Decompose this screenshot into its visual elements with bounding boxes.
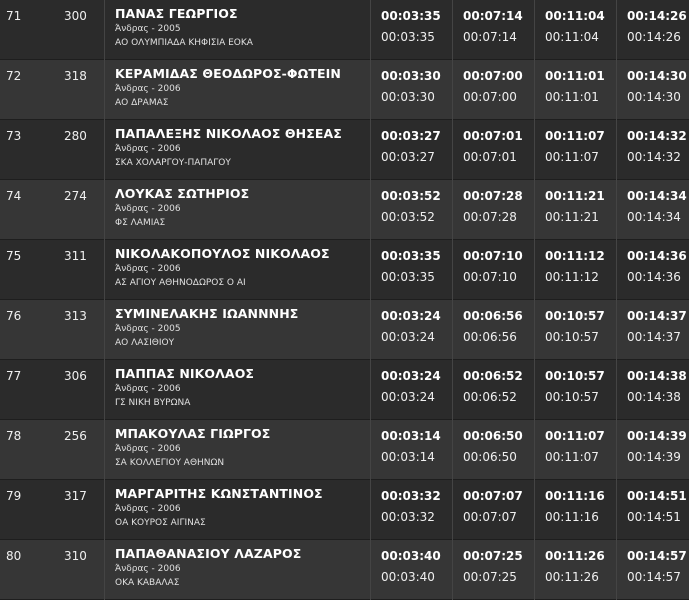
split-time: 00:06:50	[463, 429, 523, 443]
split-cell	[452, 60, 534, 120]
split-time: 00:10:57	[545, 369, 605, 383]
split-cell	[370, 480, 452, 540]
rank: 73	[6, 129, 22, 143]
split-time-secondary: 00:03:32	[381, 510, 435, 524]
split-time-secondary: 00:07:07	[463, 510, 517, 524]
split-cell	[370, 60, 452, 120]
athlete-cell	[104, 540, 370, 600]
split-time-secondary: 00:07:00	[463, 90, 517, 104]
rank: 77	[6, 369, 22, 383]
athlete-cell	[104, 180, 370, 240]
split-cell	[534, 0, 616, 60]
split-time-secondary: 00:14:30	[627, 90, 681, 104]
split-cell	[452, 240, 534, 300]
split-time: 00:14:51	[627, 489, 687, 503]
split-time: 00:14:26	[627, 9, 687, 23]
split-time-secondary: 00:07:28	[463, 210, 517, 224]
split-time: 00:11:26	[545, 549, 605, 563]
athlete-category: Άνδρας - 2005	[115, 24, 181, 34]
split-time-secondary: 00:11:21	[545, 210, 599, 224]
split-time: 00:14:39	[627, 429, 687, 443]
split-time-secondary: 00:07:25	[463, 570, 517, 584]
split-cell	[370, 240, 452, 300]
split-time-secondary: 00:11:04	[545, 30, 599, 44]
split-time: 00:14:36	[627, 249, 687, 263]
bib-cell	[58, 480, 104, 540]
athlete-cell	[104, 300, 370, 360]
bib-number: 256	[64, 429, 87, 443]
split-cell	[534, 540, 616, 600]
athlete-category: Άνδρας - 2006	[115, 84, 181, 94]
split-time: 00:03:24	[381, 369, 441, 383]
split-time: 00:07:25	[463, 549, 523, 563]
athlete-club: ΦΣ ΛΑΜΙΑΣ	[115, 218, 166, 228]
athlete-category: Άνδρας - 2006	[115, 384, 181, 394]
split-time-secondary: 00:14:51	[627, 510, 681, 524]
split-time-secondary: 00:06:56	[463, 330, 517, 344]
split-time: 00:11:07	[545, 129, 605, 143]
bib-number: 313	[64, 309, 87, 323]
rank-cell	[0, 0, 58, 60]
split-time-secondary: 00:14:57	[627, 570, 681, 584]
split-time-secondary: 00:03:14	[381, 450, 435, 464]
bib-cell	[58, 240, 104, 300]
split-time: 00:11:04	[545, 9, 605, 23]
rank: 78	[6, 429, 22, 443]
split-time: 00:14:57	[627, 549, 687, 563]
split-time-secondary: 00:11:12	[545, 270, 599, 284]
rank: 72	[6, 69, 22, 83]
bib-cell	[58, 0, 104, 60]
split-time: 00:06:52	[463, 369, 523, 383]
split-time-secondary: 00:14:38	[627, 390, 681, 404]
athlete-cell	[104, 420, 370, 480]
athlete-name: ΠΑΠΑΛΕΞΗΣ ΝΙΚΟΛΑΟΣ ΘΗΣΕΑΣ	[115, 126, 342, 141]
split-time-secondary: 00:14:36	[627, 270, 681, 284]
split-cell	[452, 360, 534, 420]
athlete-category: Άνδρας - 2006	[115, 144, 181, 154]
split-time: 00:14:38	[627, 369, 687, 383]
rank-cell	[0, 540, 58, 600]
athlete-cell	[104, 0, 370, 60]
split-cell	[534, 480, 616, 540]
split-time-secondary: 00:03:40	[381, 570, 435, 584]
split-time-secondary: 00:10:57	[545, 330, 599, 344]
split-cell	[452, 300, 534, 360]
bib-number: 318	[64, 69, 87, 83]
split-time-secondary: 00:11:07	[545, 150, 599, 164]
split-time: 00:03:32	[381, 489, 441, 503]
split-time-secondary: 00:11:16	[545, 510, 599, 524]
rank: 79	[6, 489, 22, 503]
rank-cell	[0, 480, 58, 540]
athlete-club: ΣΑ ΚΟΛΛΕΓΙΟΥ ΑΘΗΝΩΝ	[115, 458, 225, 468]
rank: 71	[6, 9, 22, 23]
athlete-club: ΟΑ ΚΟΥΡΟΣ ΑΙΓΙΝΑΣ	[115, 518, 206, 528]
bib-cell	[58, 420, 104, 480]
split-cell	[370, 300, 452, 360]
athlete-name: ΠΑΠΠΑΣ ΝΙΚΟΛΑΟΣ	[115, 366, 255, 381]
split-cell	[616, 0, 689, 60]
bib-number: 311	[64, 249, 87, 263]
split-cell	[452, 420, 534, 480]
split-time: 00:03:52	[381, 189, 441, 203]
athlete-club: ΑΟ ΔΡΑΜΑΣ	[115, 98, 169, 108]
split-time-secondary: 00:07:10	[463, 270, 517, 284]
split-cell	[616, 540, 689, 600]
bib-number: 300	[64, 9, 87, 23]
athlete-name: ΝΙΚΟΛΑΚΟΠΟΥΛΟΣ ΝΙΚΟΛΑΟΣ	[115, 246, 330, 261]
athlete-cell	[104, 60, 370, 120]
athlete-name: ΜΠΑΚΟΥΛΑΣ ΓΙΩΡΓΟΣ	[115, 426, 271, 441]
split-cell	[616, 420, 689, 480]
split-cell	[616, 120, 689, 180]
split-cell	[452, 180, 534, 240]
split-cell	[452, 120, 534, 180]
split-time: 00:03:40	[381, 549, 441, 563]
athlete-category: Άνδρας - 2006	[115, 264, 181, 274]
athlete-name: ΣΥΜΙΝΕΛΑΚΗΣ ΙΩΑΝΝΝΗΣ	[115, 306, 299, 321]
split-time-secondary: 00:14:34	[627, 210, 681, 224]
split-cell	[616, 180, 689, 240]
bib-cell	[58, 120, 104, 180]
rank-cell	[0, 120, 58, 180]
split-time: 00:03:35	[381, 249, 441, 263]
athlete-club: ΑΣ ΑΓΙΟΥ ΑΘΗΝΟΔΩΡΟΣ Ο ΑΙ	[115, 278, 246, 288]
bib-cell	[58, 60, 104, 120]
split-cell	[534, 360, 616, 420]
split-time: 00:06:56	[463, 309, 523, 323]
table-row[interactable]	[0, 360, 689, 420]
athlete-club: ΑΟ ΟΛΥΜΠΙΑΔΑ ΚΗΦΙΣΙΑ ΕΟΚΑ	[115, 38, 253, 48]
split-cell	[534, 300, 616, 360]
table-row[interactable]	[0, 0, 689, 60]
split-cell	[534, 420, 616, 480]
split-time: 00:11:01	[545, 69, 605, 83]
table-row[interactable]	[0, 240, 689, 300]
split-time: 00:07:14	[463, 9, 523, 23]
athlete-name: ΚΕΡΑΜΙΔΑΣ ΘΕΟΔΩΡΟΣ-ΦΩΤΕΙΝ	[115, 66, 341, 81]
rank: 76	[6, 309, 22, 323]
bib-cell	[58, 300, 104, 360]
athlete-club: ΣΚΑ ΧΟΛΑΡΓΟΥ-ΠΑΠΑΓΟΥ	[115, 158, 231, 168]
split-cell	[616, 60, 689, 120]
bib-number: 306	[64, 369, 87, 383]
split-time-secondary: 00:14:26	[627, 30, 681, 44]
split-time: 00:03:35	[381, 9, 441, 23]
rank: 75	[6, 249, 22, 263]
split-cell	[616, 480, 689, 540]
bib-number: 317	[64, 489, 87, 503]
rank-cell	[0, 240, 58, 300]
athlete-category: Άνδρας - 2006	[115, 444, 181, 454]
athlete-name: ΛΟΥΚΑΣ ΣΩΤΗΡΙΟΣ	[115, 186, 250, 201]
table-row[interactable]	[0, 420, 689, 480]
rank: 74	[6, 189, 22, 203]
split-time: 00:07:07	[463, 489, 523, 503]
split-time: 00:11:21	[545, 189, 605, 203]
bib-cell	[58, 360, 104, 420]
split-time-secondary: 00:06:52	[463, 390, 517, 404]
split-time-secondary: 00:03:27	[381, 150, 435, 164]
bib-number: 280	[64, 129, 87, 143]
split-cell	[534, 240, 616, 300]
split-time: 00:07:01	[463, 129, 523, 143]
table-row[interactable]	[0, 480, 689, 540]
split-cell	[370, 540, 452, 600]
split-cell	[370, 0, 452, 60]
split-time: 00:07:10	[463, 249, 523, 263]
athlete-name: ΜΑΡΓΑΡΙΤΗΣ ΚΩΝΣΤΑΝΤΙΝΟΣ	[115, 486, 323, 501]
split-time-secondary: 00:06:50	[463, 450, 517, 464]
rank-cell	[0, 60, 58, 120]
split-time: 00:14:37	[627, 309, 687, 323]
table-row[interactable]	[0, 60, 689, 120]
athlete-name: ΠΑΠΑΘΑΝΑΣΙΟΥ ΛΑΖΑΡΟΣ	[115, 546, 302, 561]
split-time-secondary: 00:11:26	[545, 570, 599, 584]
split-time: 00:03:14	[381, 429, 441, 443]
table-row[interactable]	[0, 120, 689, 180]
athlete-club: ΓΣ ΝΙΚΗ ΒΥΡΩΝΑ	[115, 398, 191, 408]
split-time: 00:03:30	[381, 69, 441, 83]
split-cell	[452, 480, 534, 540]
athlete-cell	[104, 480, 370, 540]
split-time: 00:14:30	[627, 69, 687, 83]
split-time-secondary: 00:07:14	[463, 30, 517, 44]
bib-cell	[58, 180, 104, 240]
split-time-secondary: 00:14:39	[627, 450, 681, 464]
split-time-secondary: 00:14:37	[627, 330, 681, 344]
split-cell	[534, 120, 616, 180]
split-cell	[370, 420, 452, 480]
split-time: 00:10:57	[545, 309, 605, 323]
split-cell	[370, 180, 452, 240]
split-time-secondary: 00:07:01	[463, 150, 517, 164]
split-time-secondary: 00:03:35	[381, 30, 435, 44]
split-time-secondary: 00:10:57	[545, 390, 599, 404]
rank-cell	[0, 180, 58, 240]
split-cell	[616, 360, 689, 420]
athlete-name: ΠΑΝΑΣ ΓΕΩΡΓΙΟΣ	[115, 6, 238, 21]
split-time-secondary: 00:03:52	[381, 210, 435, 224]
split-time-secondary: 00:03:30	[381, 90, 435, 104]
split-time: 00:07:28	[463, 189, 523, 203]
split-time: 00:11:12	[545, 249, 605, 263]
athlete-cell	[104, 120, 370, 180]
bib-cell	[58, 540, 104, 600]
athlete-cell	[104, 360, 370, 420]
athlete-cell	[104, 240, 370, 300]
bib-number: 274	[64, 189, 87, 203]
split-cell	[370, 360, 452, 420]
split-cell	[534, 180, 616, 240]
bib-number: 310	[64, 549, 87, 563]
rank-cell	[0, 420, 58, 480]
split-cell	[534, 60, 616, 120]
split-time-secondary: 00:11:01	[545, 90, 599, 104]
split-time-secondary: 00:11:07	[545, 450, 599, 464]
split-time: 00:03:24	[381, 309, 441, 323]
split-time-secondary: 00:03:24	[381, 390, 435, 404]
split-time: 00:11:07	[545, 429, 605, 443]
split-time: 00:03:27	[381, 129, 441, 143]
athlete-category: Άνδρας - 2005	[115, 324, 181, 334]
split-time: 00:14:34	[627, 189, 687, 203]
table-row[interactable]	[0, 300, 689, 360]
split-time: 00:14:32	[627, 129, 687, 143]
split-time-secondary: 00:14:32	[627, 150, 681, 164]
split-time-secondary: 00:03:24	[381, 330, 435, 344]
split-cell	[452, 540, 534, 600]
split-cell	[370, 120, 452, 180]
split-cell	[616, 240, 689, 300]
athlete-club: ΑΟ ΛΑΣΙΘΙΟΥ	[115, 338, 175, 348]
split-cell	[616, 300, 689, 360]
split-time: 00:07:00	[463, 69, 523, 83]
athlete-category: Άνδρας - 2006	[115, 504, 181, 514]
split-cell	[452, 0, 534, 60]
split-time-secondary: 00:03:35	[381, 270, 435, 284]
athlete-category: Άνδρας - 2006	[115, 564, 181, 574]
table-row[interactable]	[0, 180, 689, 240]
rank-cell	[0, 360, 58, 420]
split-time: 00:11:16	[545, 489, 605, 503]
table-row[interactable]	[0, 540, 689, 600]
athlete-club: ΟΚΑ ΚΑΒΑΛΑΣ	[115, 578, 180, 588]
rank-cell	[0, 300, 58, 360]
rank: 80	[6, 549, 22, 563]
athlete-category: Άνδρας - 2006	[115, 204, 181, 214]
